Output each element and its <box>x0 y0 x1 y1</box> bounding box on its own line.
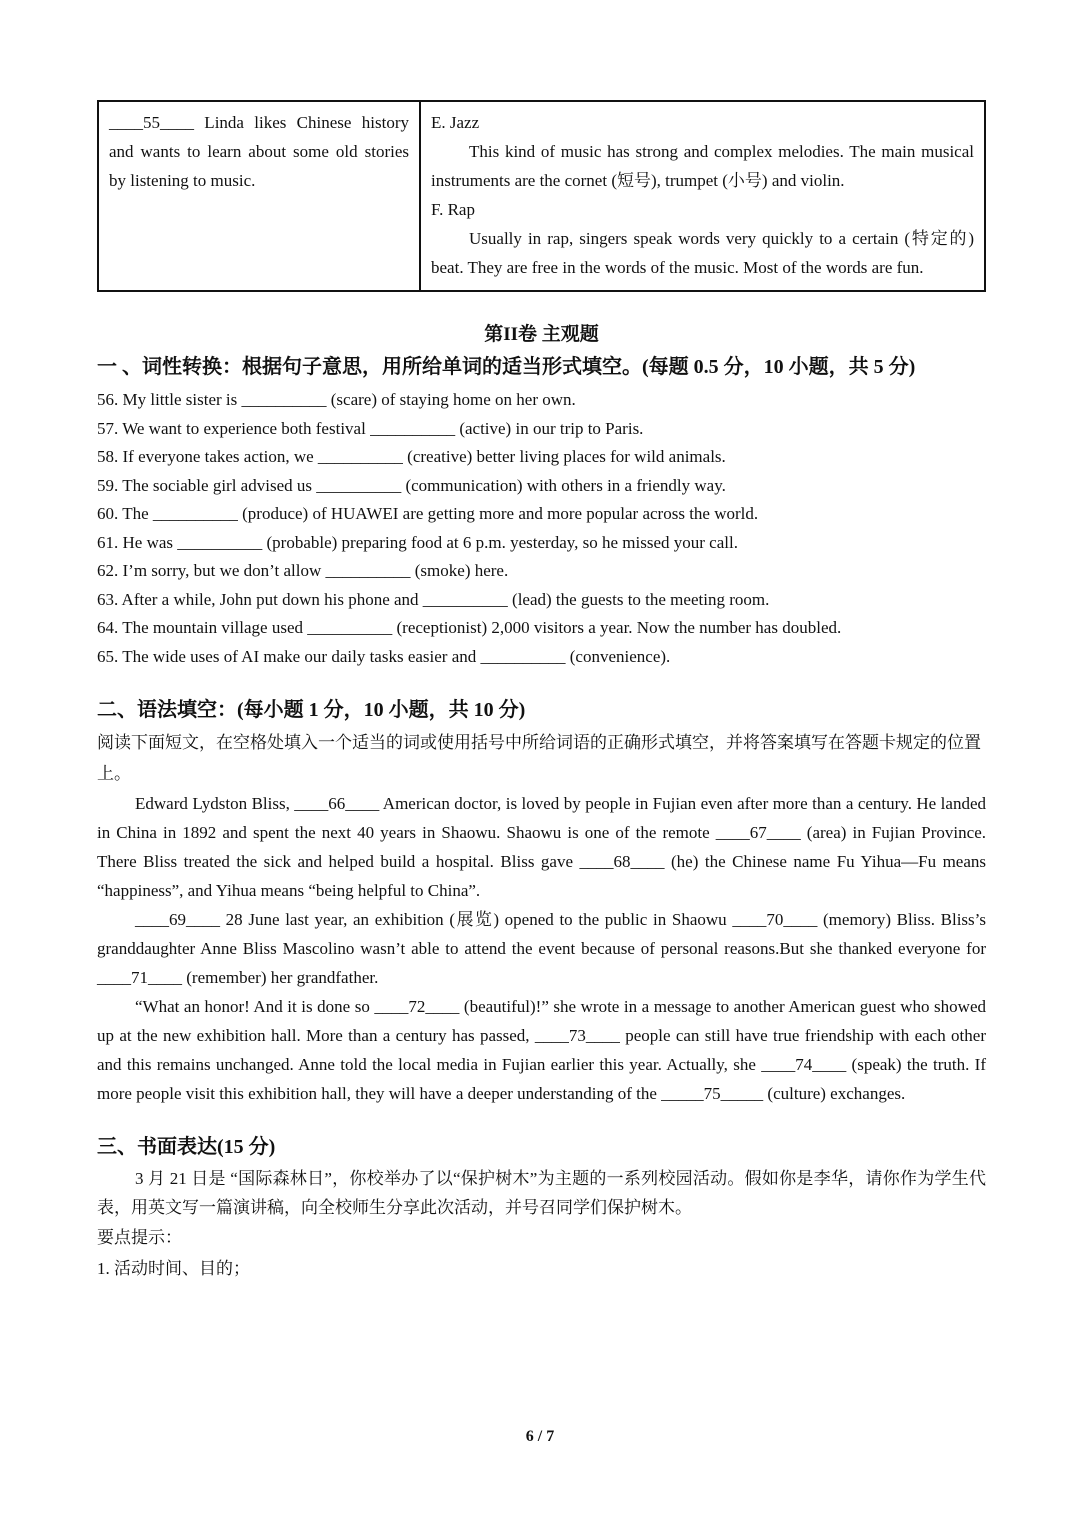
section1-questions <box>97 386 986 671</box>
exam-page <box>97 100 986 1284</box>
section3-heading: 三、书面表达(15 分) <box>97 1136 276 1158</box>
tip-1: 1. 活动时间、目的； <box>97 1259 250 1278</box>
table-row <box>98 101 985 291</box>
question-59: 59. The sociable girl advised us __________ (communication) with others in a friendly way. <box>97 475 726 495</box>
question-56: 56. My little sister is __________ (scare) of staying home on her own. <box>97 390 576 409</box>
writing-prompt: 3 月 21 日是 “国际森林日”，你校举办了以“保护树木”为主题的一系列校园活动。假如你是李华，请你作为学生代表，用英文写一篇演讲稿，向全校师生分享此次活动，并号召同学们保护树木。 <box>97 1169 986 1217</box>
question-58: 58. If everyone takes action, we __________ (creative) better living places for wild animals. <box>97 447 726 466</box>
option-e-text: This kind of music has strong and complex melodies. The main musical instruments are the cornet (短号), trumpet (小号) and violin. <box>431 142 974 190</box>
question-64: 64. The mountain village used __________ (receptionist) 2,000 visitors a year. Now the number has doubled. <box>97 618 842 637</box>
section2-instruction: 阅读下面短文，在空格处填入一个适当的词或使用括号中所给词语的正确形式填空，并将答案填写在答题卡规定的位置上。 <box>97 733 981 783</box>
question-61: 61. He was __________ (probable) preparing food at 6 p.m. yesterday, so he missed your call. <box>97 532 738 552</box>
question-62: 62. I’m sorry, but we don’t allow __________ (smoke) here. <box>97 561 509 580</box>
option-f-text: Usually in rap, singers speak words very quickly to a certain (特定的) beat. They are free in the words of the music. Most of the words are fun. <box>431 229 974 277</box>
passage-paragraph-1: Edward Lydston Bliss, ____66____ American doctor, is loved by people in Fujian even after more than a century. He landed in China in 1892 and spent the next 40 years in Shaowu. Shaowu is one of the remote ____67____ (area) in Fujian Province. There Bliss treated the sick and helped build a hospital. Bliss gave ____68____ (he) the Chinese name Fu Yihua—Fu means “happiness”, and Yihua means “being helpful to China”. <box>97 794 986 900</box>
question-55-cell <box>98 101 420 291</box>
option-e-title: E. Jazz <box>431 113 480 132</box>
passage-paragraph-2: ____69____ 28 June last year, an exhibition (展览) opened to the public in Shaowu ____70____ (memory) Bliss. Bliss’s granddaughter Anne Bliss Mascolino wasn’t able to attend the event because of personal reasons.But she thanked everyone for ____71____ (remember) her grandfather. <box>97 910 986 987</box>
question-63: 63. After a while, John put down his phone and __________ (lead) the guests to the meeting room. <box>97 589 770 609</box>
section1-heading: 一 、词性转换：根据句子意思，用所给单词的适当形式填空。(每题 0.5 分，10 小题，共 5 分) <box>97 356 916 378</box>
options-cell <box>420 101 985 291</box>
tips-label: 要点提示： <box>97 1228 182 1247</box>
question-55-text: ____55____ Linda likes Chinese history and wants to learn about some old stories by listening to music. <box>109 113 409 190</box>
question-57: 57. We want to experience both festival __________ (active) in our trip to Paris. <box>97 418 644 438</box>
part2-title: 第II卷 主观题 <box>484 324 599 345</box>
passage-paragraph-3: “What an honor! And it is done so ____72____ (beautiful)!” she wrote in a message to another American guest who showed up at the new exhibition hall. More than a century has passed, ____73____ people can still have true friendship with each other and this remains unchanged. Anne told the local media in Fujian earlier this year. Actually, she ____74____ (speak) the truth. If more people visit this exhibition hall, they will have a deeper understanding of the _____75_____ (culture) exchanges. <box>97 997 986 1103</box>
section2-heading: 二、语法填空：(每小题 1 分，10 小题，共 10 分) <box>97 699 526 721</box>
page-number: 6 / 7 <box>525 1428 555 1445</box>
matching-table <box>97 100 986 292</box>
question-60: 60. The __________ (produce) of HUAWEI are getting more and more popular across the world. <box>97 504 759 523</box>
option-f-title: F. Rap <box>431 200 475 219</box>
question-65: 65. The wide uses of AI make our daily tasks easier and __________ (convenience). <box>97 646 671 666</box>
